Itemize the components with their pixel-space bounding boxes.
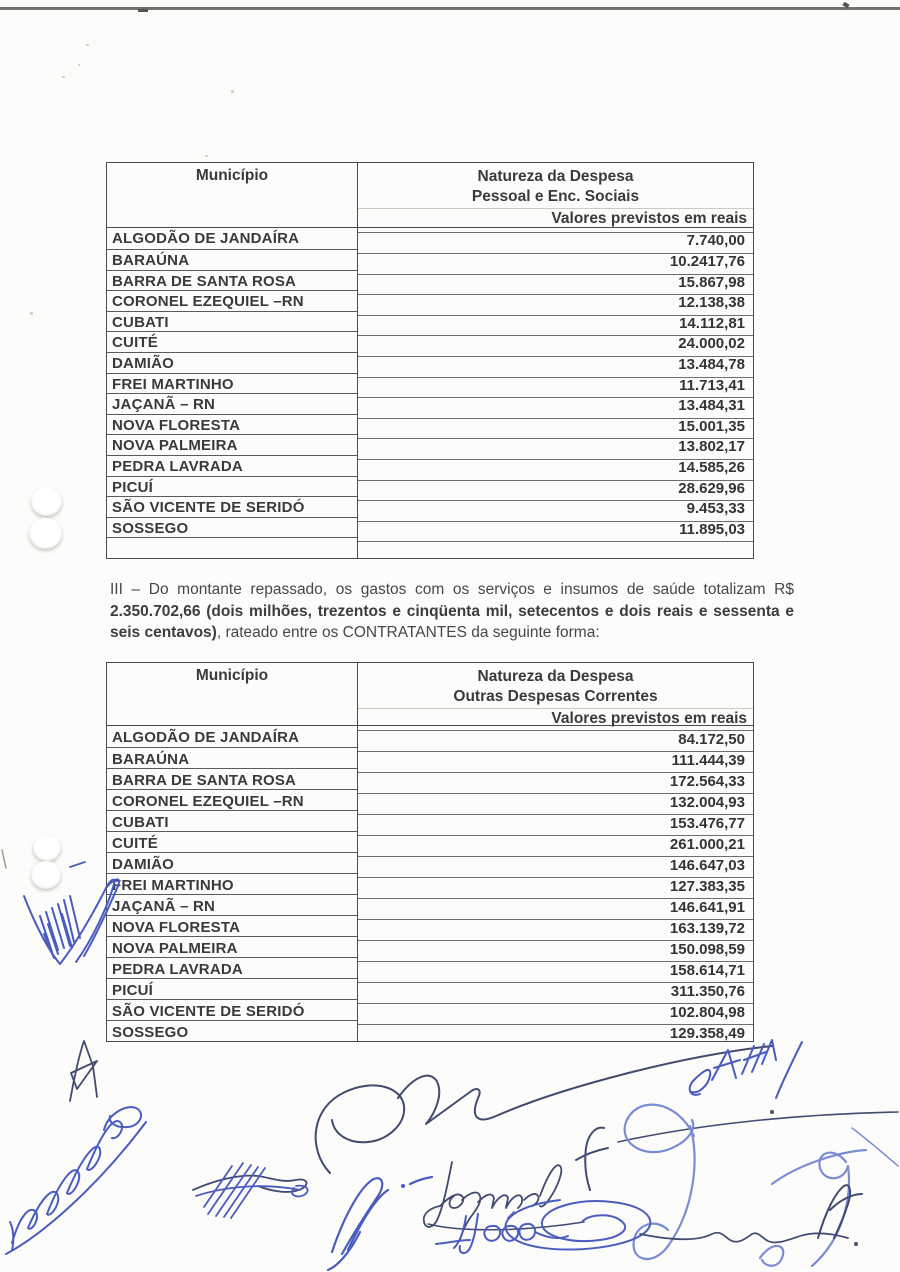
signature-arrow-mark xyxy=(70,1041,97,1101)
valor-cell: 11.895,03 xyxy=(357,517,753,538)
signature-jjioo xyxy=(436,1212,568,1253)
column-header-municipio: Município xyxy=(195,167,269,184)
municipio-cell: FREI MARTINHO xyxy=(107,373,357,394)
margin-scribble xyxy=(2,850,119,964)
municipio-cell: CUITÉ xyxy=(107,831,357,852)
table-row xyxy=(107,496,753,517)
valor-cell: 127.383,35 xyxy=(357,873,753,894)
hole-punch xyxy=(31,861,61,889)
municipio-cell: CORONEL EZEQUIEL –RN xyxy=(107,290,357,311)
valor-cell: 28.629,96 xyxy=(357,476,753,497)
municipio-cell: SÃO VICENTE DE SERIDÓ xyxy=(107,496,357,517)
hole-punch xyxy=(29,518,62,549)
table-row xyxy=(107,957,753,978)
municipio-cell: BARAÚNA xyxy=(107,747,357,768)
signature-long-stroke xyxy=(618,1112,898,1142)
valor-cell: 132.004,93 xyxy=(357,789,753,810)
municipio-cell: PICUÍ xyxy=(107,978,357,999)
paper-speck xyxy=(86,44,89,46)
valor-cell: 163.139,72 xyxy=(357,915,753,936)
header-valores-previstos: Valores previstos em reais xyxy=(358,708,753,729)
clause-iii-paragraph xyxy=(110,579,794,644)
table-row xyxy=(107,810,753,831)
clause-text: , rateado entre os CONTRATANTES da seguinte forma: xyxy=(216,624,600,641)
valor-cell: 158.614,71 xyxy=(357,957,753,978)
hole-punch xyxy=(33,835,61,861)
table-body xyxy=(107,228,753,558)
municipio-cell: SÃO VICENTE DE SERIDÓ xyxy=(107,999,357,1020)
table-row xyxy=(107,228,753,249)
table-row xyxy=(107,852,753,873)
municipio-cell: PICUÍ xyxy=(107,476,357,497)
municipio-cell: FREI MARTINHO xyxy=(107,873,357,894)
table-row xyxy=(107,915,753,936)
signature-8411-mark xyxy=(690,1040,802,1098)
paper-speck xyxy=(62,76,65,78)
table-row xyxy=(107,726,753,747)
table-row xyxy=(107,373,753,394)
table-row xyxy=(107,999,753,1020)
header-natureza-despesa: Natureza da Despesa xyxy=(477,168,634,185)
municipio-cell: JAÇANÃ – RN xyxy=(107,894,357,915)
valor-cell: 14.585,26 xyxy=(357,455,753,476)
table-pessoal-sociais xyxy=(106,162,754,559)
table-row xyxy=(107,768,753,789)
header-categoria-despesa: Pessoal e Enc. Sociais xyxy=(471,188,640,205)
valor-cell: 10.2417,76 xyxy=(357,249,753,270)
municipio-cell: ALGODÃO DE JANDAÍRA xyxy=(112,729,300,747)
clause-text: III – Do montante repassado, os gastos com os serviços e insumos de saúde totalizam R$ xyxy=(110,581,794,598)
paper-speck xyxy=(78,64,80,66)
valor-cell: 84.172,50 xyxy=(357,726,753,747)
municipio-cell: JAÇANÃ – RN xyxy=(107,393,357,414)
municipio-cell: CUBATI xyxy=(107,810,357,831)
valor-cell: 172.564,33 xyxy=(357,768,753,789)
municipio-cell: PEDRA LAVRADA xyxy=(107,455,357,476)
table-header xyxy=(107,663,753,726)
valor-cell: 146.641,91 xyxy=(357,894,753,915)
signature-blue-flourish-1 xyxy=(625,1105,695,1259)
table-row xyxy=(107,352,753,373)
valor-cell: 102.804,98 xyxy=(357,999,753,1020)
valor-cell: 261.000,21 xyxy=(357,831,753,852)
municipio-cell: BARRA DE SANTA ROSA xyxy=(107,768,357,789)
municipio-cell: CUITÉ xyxy=(107,331,357,352)
signature-af-monogram xyxy=(818,1185,862,1238)
valor-cell xyxy=(357,537,753,558)
table-row xyxy=(107,311,753,332)
municipio-cell xyxy=(107,537,357,558)
valor-cell: 111.444,39 xyxy=(357,747,753,768)
signature-hatch-scribble xyxy=(193,1163,308,1218)
paper-speck xyxy=(205,155,208,157)
municipio-cell: SOSSEGO xyxy=(107,517,357,538)
column-header-natureza xyxy=(357,163,753,229)
table-row xyxy=(107,331,753,352)
signature-blue-flourish-2 xyxy=(760,1128,898,1266)
municipio-cell: NOVA PALMEIRA xyxy=(107,434,357,455)
municipio-cell: DAMIÃO xyxy=(107,852,357,873)
table-row xyxy=(107,936,753,957)
table-header xyxy=(107,163,753,228)
signature-spiral xyxy=(505,1200,858,1250)
valor-cell: 129.358,49 xyxy=(357,1020,753,1041)
valor-cell: 12.138,38 xyxy=(357,290,753,311)
valor-cell: 15.867,98 xyxy=(357,270,753,291)
signature-central-flourish xyxy=(316,1046,772,1173)
table-row xyxy=(107,290,753,311)
signature-adi xyxy=(328,1177,432,1270)
valor-cell: 24.000,02 xyxy=(357,331,753,352)
column-header-natureza xyxy=(357,663,753,729)
table-row xyxy=(107,455,753,476)
table-row xyxy=(107,537,753,558)
municipio-cell: BARRA DE SANTA ROSA xyxy=(107,270,357,291)
valor-cell: 7.740,00 xyxy=(357,228,753,249)
header-categoria-despesa: Outras Despesas Correntes xyxy=(453,688,658,705)
table-row xyxy=(107,894,753,915)
valor-cell: 13.484,78 xyxy=(357,352,753,373)
municipio-cell: NOVA PALMEIRA xyxy=(107,936,357,957)
municipio-cell: SOSSEGO xyxy=(107,1020,357,1041)
municipio-cell: CUBATI xyxy=(107,311,357,332)
municipio-cell: CORONEL EZEQUIEL –RN xyxy=(107,789,357,810)
valor-cell: 9.453,33 xyxy=(357,496,753,517)
signature-cursive-left xyxy=(6,1107,146,1254)
paper-speck xyxy=(231,90,234,93)
table-row xyxy=(107,249,753,270)
table-row xyxy=(107,434,753,455)
header-natureza-despesa: Natureza da Despesa xyxy=(477,668,634,685)
valor-cell: 146.647,03 xyxy=(357,852,753,873)
hole-punch xyxy=(31,487,62,516)
valor-cell: 150.098,59 xyxy=(357,936,753,957)
valor-cell: 153.476,77 xyxy=(357,810,753,831)
table-row xyxy=(107,831,753,852)
municipio-cell: NOVA FLORESTA xyxy=(107,414,357,435)
scan-edge-notch xyxy=(138,9,148,12)
valor-cell: 13.802,17 xyxy=(357,434,753,455)
paper-speck xyxy=(30,312,33,315)
table-row xyxy=(107,747,753,768)
column-header-municipio: Município xyxy=(195,667,269,684)
signature-joaquim xyxy=(424,1162,584,1240)
signature-f-mark xyxy=(576,1128,608,1190)
clause-bold-text: 2.350.702,66 (dois milhões, trezentos e cinqüenta mil, setecentos e dois reais e sessenta e seis centavos) xyxy=(110,602,794,641)
municipio-cell: PEDRA LAVRADA xyxy=(107,957,357,978)
municipio-cell: BARAÚNA xyxy=(107,249,357,270)
table-row xyxy=(107,270,753,291)
table-outras-despesas xyxy=(106,662,754,1042)
valor-cell: 13.484,31 xyxy=(357,393,753,414)
table-row xyxy=(107,1020,753,1041)
municipio-cell: DAMIÃO xyxy=(107,352,357,373)
header-valores-previstos: Valores previstos em reais xyxy=(358,208,753,229)
table-row xyxy=(107,517,753,538)
valor-cell: 15.001,35 xyxy=(357,414,753,435)
municipio-cell: NOVA FLORESTA xyxy=(107,915,357,936)
table-body xyxy=(107,726,753,1041)
valor-cell: 311.350,76 xyxy=(357,978,753,999)
table-row xyxy=(107,978,753,999)
table-row xyxy=(107,476,753,497)
table-row xyxy=(107,393,753,414)
table-row xyxy=(107,789,753,810)
scan-edge-top xyxy=(0,7,900,10)
table-row xyxy=(107,414,753,435)
valor-cell: 11.713,41 xyxy=(357,373,753,394)
ink-dot xyxy=(770,1110,774,1114)
municipio-cell: ALGODÃO DE JANDAÍRA xyxy=(112,230,300,248)
table-row xyxy=(107,873,753,894)
valor-cell: 14.112,81 xyxy=(357,311,753,332)
